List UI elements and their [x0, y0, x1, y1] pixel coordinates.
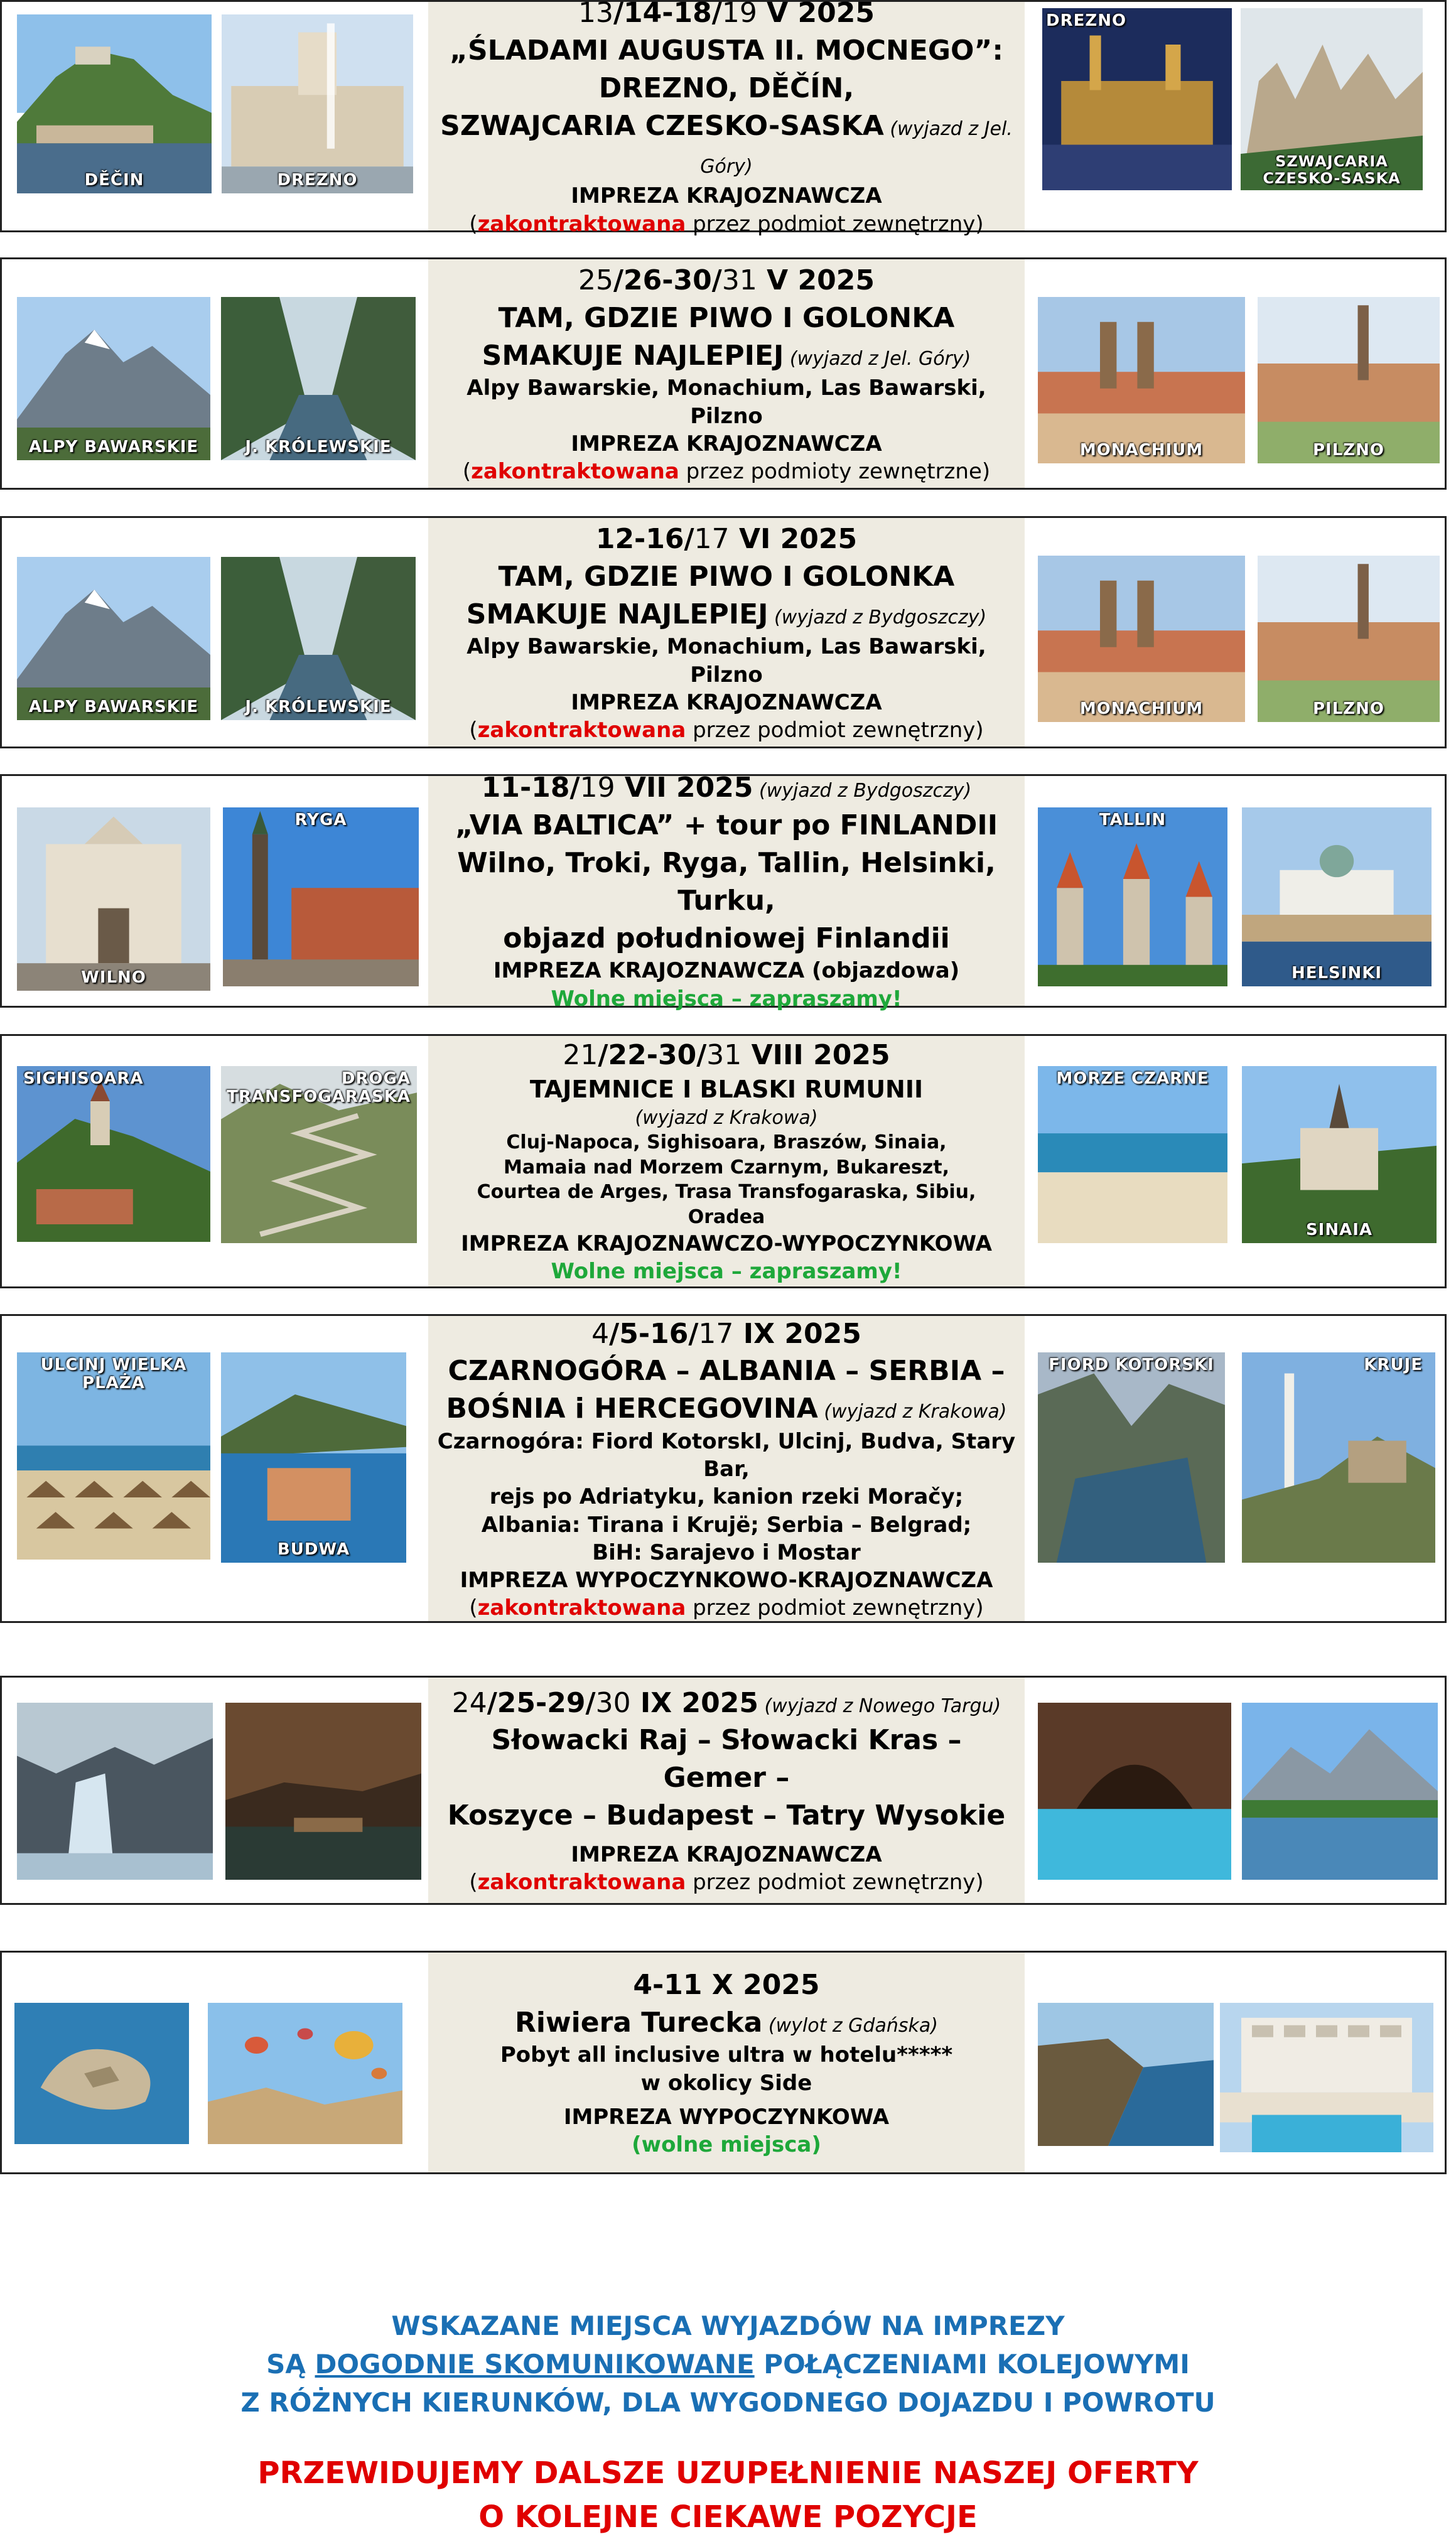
photo-caption: DREZNO: [277, 171, 358, 190]
photo-wybrzeze: [1038, 2003, 1214, 2146]
offer-status: (wolne miejsca): [632, 2132, 821, 2158]
offer-info: [428, 259, 1025, 488]
offer-status: (zakontraktowana przez podmiot zewnętrzny): [469, 1595, 984, 1621]
photo-side-polwysep: [14, 2003, 189, 2144]
offer-info: [428, 1316, 1025, 1621]
photo-wilno: [17, 807, 210, 991]
offer-places: Alpy Bawarskie, Monachium, Las Bawarski, Pilzno: [466, 634, 986, 687]
photo-jaskinia-lodowa: [17, 1703, 213, 1880]
photo-ulcinj: [17, 1352, 210, 1560]
photo-caption: BUDWA: [277, 1540, 350, 1560]
offer-title: DREZNO, DĚČÍN,: [598, 72, 855, 104]
photo-pilzno: [1258, 556, 1440, 722]
offer-dates: 11-18/19 VII 2025 (wyjazd z Bydgoszczy): [481, 772, 972, 804]
offer-type: IMPREZA KRAJOZNAWCZA (objazdowa): [493, 958, 960, 984]
offer-status: Wolne miejsca – zapraszamy!: [551, 986, 902, 1011]
offer-card-slowacja: [0, 1676, 1447, 1905]
offer-card-bawaria-bydgoszcz: [0, 516, 1447, 748]
offer-departure: (wyjazd z Krakowa): [635, 1106, 818, 1129]
photo-monachium: [1038, 297, 1245, 463]
offer-info: [428, 0, 1025, 237]
photo-caption: J. KRÓLEWSKIE: [245, 438, 392, 457]
offer-title: „VIA BALTICA” + tour po FINLANDII: [455, 809, 998, 842]
offer-places: Albania: Tirana i Krujë; Serbia – Belgrad;: [481, 1512, 972, 1538]
offer-places: Mamaia nad Morzem Czarnym, Bukareszt,: [503, 1156, 949, 1178]
photo-transfogaraska: [221, 1066, 417, 1243]
photo-ryga: [223, 807, 419, 986]
photo-caption: SINAIA: [1305, 1221, 1373, 1240]
photo-szwajcaria: [1241, 8, 1423, 190]
offer-type: IMPREZA KRAJOZNAWCZO-WYPOCZYNKOWA: [461, 1231, 992, 1257]
photo-hotel: [1220, 2003, 1433, 2152]
photo-caption: PILZNO: [1312, 441, 1384, 460]
offer-info: [428, 1678, 1025, 1903]
photo-fiord-kotorski: [1038, 1352, 1225, 1563]
offer-title: Koszyce – Budapest – Tatry Wysokie: [447, 1799, 1006, 1832]
photo-sighisoara: [17, 1066, 210, 1242]
footer-transport-note: [0, 2307, 1456, 2422]
offer-info: [428, 1953, 1025, 2172]
offer-dates: 21/22-30/31 VIII 2025: [563, 1039, 890, 1072]
offer-card-turcja: [0, 1951, 1447, 2174]
offer-title: Riwiera Turecka (wylot z Gdańska): [515, 2006, 938, 2039]
offer-places: rejs po Adriatyku, kanion rzeki Moračy;: [489, 1484, 964, 1510]
offer-title: CZARNOGÓRA – ALBANIA – SERBIA –: [448, 1355, 1005, 1388]
photo-caption: TALLIN: [1099, 811, 1167, 829]
offer-status: (zakontraktowana przez podmiot zewnętrzny): [469, 1870, 984, 1895]
photo-caption: SIGHISOARA: [23, 1069, 144, 1088]
offer-places: Courtea de Arges, Trasa Transfogaraska, Sibiu, Oradea: [477, 1181, 976, 1229]
offer-dates: 25/26-30/31 V 2025: [578, 264, 875, 296]
footer-line: WSKAZANE MIEJSCA WYJAZDÓW NA IMPREZY: [391, 2310, 1065, 2341]
offer-type: IMPREZA WYPOCZYNKOWA: [563, 2104, 890, 2130]
offer-type: IMPREZA WYPOCZYNKOWO-KRAJOZNAWCZA: [460, 1568, 993, 1593]
offer-places: Pobyt all inclusive ultra w hotelu*****: [500, 2042, 953, 2068]
offer-title: SZWAJCARIA CZESKO-SASKA (wyjazd z Jel. Góry): [440, 109, 1013, 178]
photo-monachium: [1038, 556, 1245, 722]
photo-caption: MONACHIUM: [1079, 699, 1204, 719]
photo-morze-czarne: [1038, 1066, 1227, 1243]
offer-places: Alpy Bawarskie, Monachium, Las Bawarski, Pilzno: [466, 375, 986, 429]
offer-info: [428, 772, 1025, 1011]
footer-announcement: [0, 2452, 1456, 2539]
photo-drezno-night: [1042, 8, 1232, 190]
offer-status: (zakontraktowana przez podmioty zewnętrzne): [462, 458, 991, 484]
photo-caption: ULCINJ WIELKA PLAŻA: [40, 1356, 187, 1393]
photo-caption: DĚČIN: [84, 171, 144, 190]
offer-type: IMPREZA KRAJOZNAWCZA: [571, 183, 882, 209]
offer-info: [428, 518, 1025, 747]
photo-caption: KRUJE: [1364, 1356, 1423, 1374]
offer-places: w okolicy Side: [640, 2070, 812, 2096]
photo-caption: MORZE CZARNE: [1056, 1069, 1209, 1088]
photo-caption: ALPY BAWARSKIE: [28, 438, 199, 457]
offer-card-balkany: [0, 1314, 1447, 1623]
photo-caption: DREZNO: [1046, 11, 1127, 30]
photo-caption: DROGA TRANSFOGARASKA: [227, 1069, 411, 1106]
footer-line: SĄ DOGODNIE SKOMUNIKOWANE POŁĄCZENIAMI KOLEJOWYMI: [266, 2348, 1190, 2380]
offer-dates: 4-11 X 2025: [633, 1968, 820, 2001]
offer-dates: 24/25-29/30 IX 2025 (wyjazd z Nowego Targu): [451, 1686, 1001, 1719]
offer-places: BiH: Sarajevo i Mostar: [592, 1539, 861, 1565]
photo-caption: SZWAJCARIA CZESKO-SASKA: [1263, 153, 1401, 187]
offer-dates: 13/14-18/19 V 2025: [578, 0, 875, 30]
offer-title: „ŚLADAMI AUGUSTA II. MOCNEGO”:: [450, 35, 1003, 67]
photo-drezno: [222, 14, 413, 193]
photo-basen-jaskinia: [1038, 1703, 1231, 1880]
photo-tallin: [1038, 807, 1227, 986]
photo-sinaia: [1242, 1066, 1437, 1243]
offer-card-drezno: [0, 0, 1447, 237]
photo-budwa: [221, 1352, 406, 1563]
offer-title: TAM, GDZIE PIWO I GOLONKA: [498, 301, 955, 334]
offer-dates: 4/5-16/17 IX 2025: [591, 1317, 861, 1350]
offer-type: IMPREZA KRAJOZNAWCZA: [571, 1841, 882, 1867]
offer-status: Wolne miejsca – zapraszamy!: [551, 1259, 902, 1285]
photo-caption: ALPY BAWARSKIE: [28, 698, 199, 717]
photo-helsinki: [1242, 807, 1432, 986]
offer-status: (zakontraktowana przez podmiot zewnętrzny): [469, 717, 984, 743]
offer-status: (zakontraktowana przez podmiot zewnętrzny): [469, 211, 984, 237]
photo-caption: MONACHIUM: [1079, 441, 1204, 460]
offer-places: Czarnogóra: Fiord KotorskI, Ulcinj, Budva, Stary Bar,: [437, 1429, 1016, 1482]
photo-jezioro: [221, 297, 416, 460]
photo-caption: J. KRÓLEWSKIE: [245, 698, 392, 717]
photo-kruje: [1242, 1352, 1435, 1563]
photo-jaskinia-lodz: [225, 1703, 421, 1880]
photo-balony: [208, 2003, 402, 2144]
photo-tatry: [1242, 1703, 1438, 1880]
offer-places: Cluj-Napoca, Sighisoara, Braszów, Sinaia,: [506, 1131, 947, 1153]
photo-caption: RYGA: [294, 811, 347, 829]
offer-dates: 12-16/17 VI 2025: [595, 522, 858, 555]
offer-info: [428, 1036, 1025, 1286]
photo-jezioro: [221, 557, 416, 720]
photo-alpy: [17, 557, 210, 720]
footer-line: O KOLEJNE CIEKAWE POZYCJE: [478, 2499, 978, 2535]
photo-caption: WILNO: [81, 968, 146, 988]
photo-caption: PILZNO: [1312, 699, 1384, 719]
photo-alpy: [17, 297, 210, 460]
offer-title: Słowacki Raj – Słowacki Kras – Gemer –: [491, 1724, 962, 1794]
photo-caption: HELSINKI: [1291, 964, 1383, 983]
offer-card-via-baltica: [0, 772, 1447, 1011]
offer-type: IMPREZA KRAJOZNAWCZA: [571, 431, 882, 456]
footer-line: Z RÓŻNYCH KIERUNKÓW, DLA WYGODNEGO DOJAZDU I POWROTU: [240, 2386, 1216, 2418]
offer-title: BOŚNIA i HERCEGOVINA (wyjazd z Krakowa): [446, 1393, 1007, 1425]
offer-title: SMAKUJE NAJLEPIEJ (wyjazd z Jel. Góry): [482, 339, 971, 372]
photo-decin: [17, 14, 212, 193]
photo-caption: FIORD KOTORSKI: [1049, 1356, 1214, 1374]
offer-type: IMPREZA KRAJOZNAWCZA: [571, 689, 882, 715]
offer-card-rumunia: [0, 1034, 1447, 1288]
offer-title: TAJEMNICE I BLASKI RUMUNII: [529, 1075, 924, 1104]
offer-title: objazd południowej Finlandii: [503, 922, 950, 954]
offer-title: SMAKUJE NAJLEPIEJ (wyjazd z Bydgoszczy): [466, 598, 987, 630]
offer-title: Wilno, Troki, Ryga, Tallin, Helsinki, Turku,: [457, 846, 996, 917]
offer-card-bawaria: [0, 257, 1447, 490]
offer-title: TAM, GDZIE PIWO I GOLONKA: [498, 560, 955, 593]
footer-line: PRZEWIDUJEMY DALSZE UZUPEŁNIENIE NASZEJ OFERTY: [257, 2455, 1199, 2491]
photo-pilzno: [1258, 297, 1440, 463]
